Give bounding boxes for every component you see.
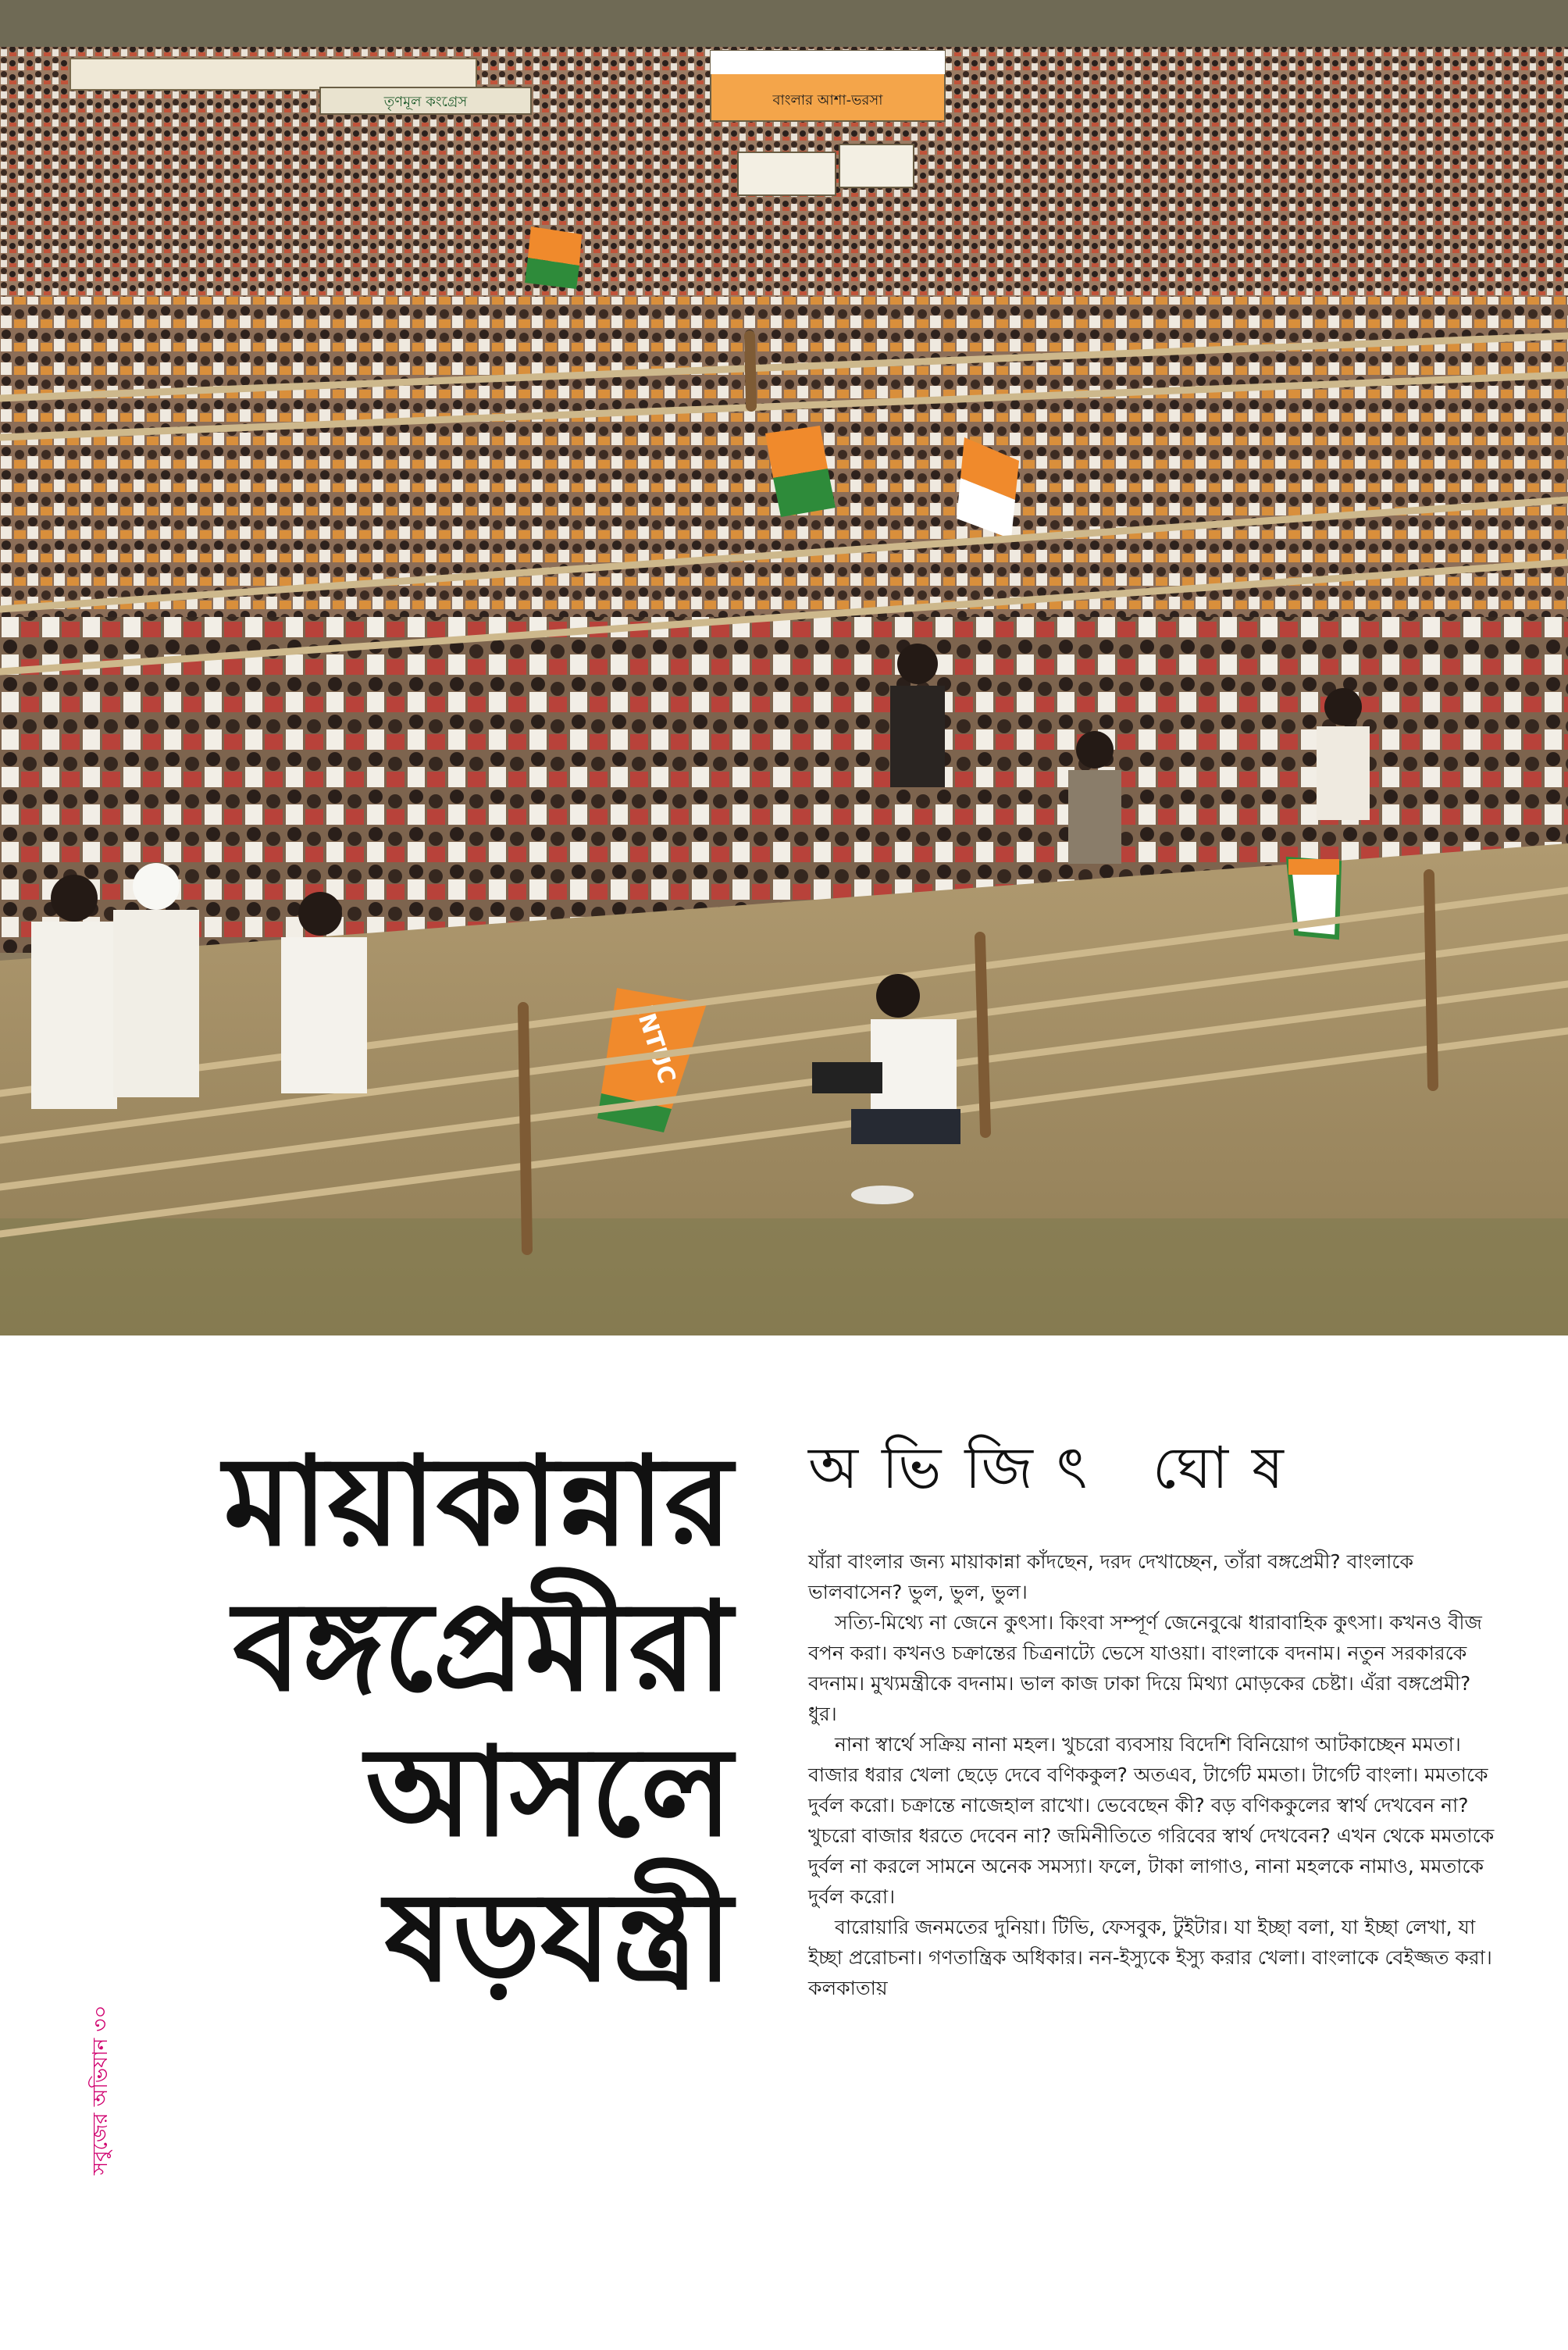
intuc-flag-text: INTUC bbox=[629, 1001, 681, 1087]
article-body bbox=[808, 1546, 1503, 2003]
body-paragraph-4: বারোয়ারি জনমতের দুনিয়া। টিভি, ফেসবুক, টুইটার। যা ইচ্ছা বলা, যা ইচ্ছা লেখা, যা ইচ্ছা প্ররোচনা। গণতান্ত্রিক অধিকার। নন-ইস্যুকে ইস্যু করার খেলা। বাংলাকে বেইজ্জত করা। কলকাতায় bbox=[808, 1916, 1492, 1999]
headline-line-4: ষড়যন্ত্রী bbox=[384, 1865, 732, 2009]
article-headline bbox=[30, 1429, 732, 2010]
author-byline: অভিজিৎ ঘোষ bbox=[808, 1435, 1307, 1502]
main-banner-text: বাংলার আশা-ভরসা bbox=[772, 92, 883, 109]
article bbox=[0, 1335, 1568, 2350]
page-folio: সবুজের অভিযান ৩০ bbox=[89, 2005, 112, 2175]
headline-line-1: মায়াকান্নার bbox=[223, 1429, 732, 1574]
back-banner-text: তৃণমূল কংগ্রেস bbox=[383, 94, 468, 110]
body-paragraph-2: সত্যি-মিথ্যে না জেনে কুৎসা। কিংবা সম্পূর্ণ জেনেবুঝে ধারাবাহিক কুৎসা। কখনও বীজ বপন করা। কখনও চক্রান্তের চিত্রনাট্যে ভেসে যাওয়া। বাংলাকে বদনাম। নতুন সরকারকে বদনাম। মুখ্যমন্ত্রীকে বদনাম। ভাল কাজ ঢাকা দিয়ে মিথ্যা মোড়কের চেষ্টা। এঁরা বঙ্গপ্রেমী? ধুর। bbox=[808, 1611, 1482, 1725]
flag-3 bbox=[525, 226, 582, 289]
headline-line-2: বঙ্গপ্রেমীরা bbox=[233, 1574, 732, 1719]
body-paragraph-1: যাঁরা বাংলার জন্য মায়াকান্না কাঁদছেন, দরদ দেখাচ্ছেন, তাঁরা বঙ্গপ্রেমী? বাংলাকে ভালবাসেন? ভুল, ভুল, ভুল। bbox=[808, 1550, 1413, 1603]
headline-line-3: আসলে bbox=[365, 1720, 732, 1864]
body-paragraph-3: নানা স্বার্থে সক্রিয় নানা মহল। খুচরো ব্যবসায় বিদেশি বিনিয়োগ আটকাচ্ছেন মমতা। বাজার ধরার খেলা ছেড়ে দেবে বণিককুল? অতএব, টার্গেট মমতা। টার্গেট বাংলা। মমতাকে দুর্বল করো। চক্রান্তে নাজেহাল রাখো। ভেবেছেন কী? বড় বণিককুলের স্বার্থ দেখবেন না? খুচরো বাজার ধরতে দেবেন না? জমিনীতিতে গরিবের স্বার্থ দেখবেন? এখন থেকে মমতাকে দুর্বল না করলে সামনে অনেক সমস্যা। ফলে, টাকা লাগাও, নানা মহলকে নামাও, মমতাকে দুর্বল করো। bbox=[808, 1733, 1495, 1908]
